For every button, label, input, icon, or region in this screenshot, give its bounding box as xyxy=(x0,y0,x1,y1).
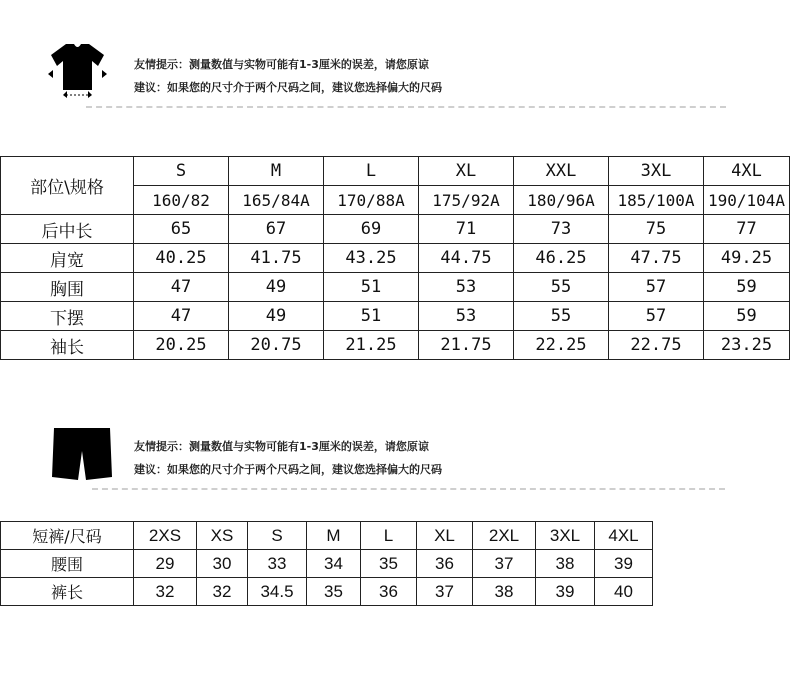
shirt-size-cell: 4XL xyxy=(704,157,790,186)
shirt-value-cell: 44.75 xyxy=(419,244,514,273)
shirt-row-shoulder xyxy=(1,244,790,273)
shirt-corner-label: 部位\规格 xyxy=(1,157,134,215)
tshirt-icon xyxy=(45,40,110,98)
shirt-value-cell: 41.75 xyxy=(229,244,324,273)
shirt-value-cell: 49 xyxy=(229,302,324,331)
shirt-value-cell: 20.25 xyxy=(134,331,229,360)
shirt-row-label: 胸围 xyxy=(1,273,134,302)
shirt-code-cell: 185/100A xyxy=(609,186,704,215)
shirt-value-cell: 49 xyxy=(229,273,324,302)
shorts-value-cell: 35 xyxy=(361,550,417,578)
shorts-value-cell: 39 xyxy=(536,578,595,606)
shorts-value-cell: 37 xyxy=(473,550,536,578)
shirt-size-cell: L xyxy=(324,157,419,186)
shirt-value-cell: 71 xyxy=(419,215,514,244)
shorts-value-cell: 34.5 xyxy=(248,578,307,606)
shirt-value-cell: 55 xyxy=(514,302,609,331)
shorts-value-cell: 39 xyxy=(595,550,653,578)
shirt-value-cell: 51 xyxy=(324,273,419,302)
shorts-size-cell: 2XL xyxy=(473,522,536,550)
shirt-code-cell: 190/104A xyxy=(704,186,790,215)
shirt-value-cell: 43.25 xyxy=(324,244,419,273)
shirt-row-label: 肩宽 xyxy=(1,244,134,273)
shirt-value-cell: 73 xyxy=(514,215,609,244)
shorts-value-cell: 35 xyxy=(307,578,361,606)
shirt-code-cell: 175/92A xyxy=(419,186,514,215)
shirt-value-cell: 22.25 xyxy=(514,331,609,360)
shirt-notice xyxy=(134,53,442,99)
shorts-size-cell: S xyxy=(248,522,307,550)
shirt-value-cell: 57 xyxy=(609,302,704,331)
shirt-size-row xyxy=(1,157,790,186)
shorts-size-cell: 2XS xyxy=(134,522,197,550)
shorts-size-cell: M xyxy=(307,522,361,550)
shorts-row-label: 腰围 xyxy=(1,550,134,578)
shorts-row-label: 裤长 xyxy=(1,578,134,606)
shorts-value-cell: 37 xyxy=(417,578,473,606)
shirt-value-cell: 46.25 xyxy=(514,244,609,273)
shorts-size-table xyxy=(0,521,653,606)
shirt-value-cell: 77 xyxy=(704,215,790,244)
shirt-row-label: 袖长 xyxy=(1,331,134,360)
shorts-size-cell: L xyxy=(361,522,417,550)
shirt-value-cell: 40.25 xyxy=(134,244,229,273)
shorts-value-cell: 33 xyxy=(248,550,307,578)
shorts-size-cell: 3XL xyxy=(536,522,595,550)
shorts-divider xyxy=(92,488,725,490)
shorts-row-waist xyxy=(1,550,653,578)
shorts-size-cell: XS xyxy=(197,522,248,550)
shirt-value-cell: 49.25 xyxy=(704,244,790,273)
shirt-row-label: 后中长 xyxy=(1,215,134,244)
shirt-value-cell: 21.75 xyxy=(419,331,514,360)
shorts-value-cell: 38 xyxy=(473,578,536,606)
shirt-code-cell: 165/84A xyxy=(229,186,324,215)
shirt-row-back-length xyxy=(1,215,790,244)
shirt-value-cell: 59 xyxy=(704,302,790,331)
shirt-value-cell: 21.25 xyxy=(324,331,419,360)
shirt-code-cell: 170/88A xyxy=(324,186,419,215)
shirt-value-cell: 67 xyxy=(229,215,324,244)
shirt-code-cell: 160/82 xyxy=(134,186,229,215)
shirt-value-cell: 59 xyxy=(704,273,790,302)
shorts-notice-line2: 建议：如果您的尺寸介于两个尺码之间，建议您选择偏大的尺码 xyxy=(134,463,442,476)
shirt-size-cell: XL xyxy=(419,157,514,186)
shirt-divider xyxy=(86,106,726,108)
shorts-value-cell: 30 xyxy=(197,550,248,578)
shirt-value-cell: 53 xyxy=(419,302,514,331)
shorts-value-cell: 29 xyxy=(134,550,197,578)
shirt-row-hem xyxy=(1,302,790,331)
shorts-size-cell: XL xyxy=(417,522,473,550)
shirt-value-cell: 20.75 xyxy=(229,331,324,360)
shorts-value-cell: 36 xyxy=(361,578,417,606)
shirt-size-cell: M xyxy=(229,157,324,186)
shorts-value-cell: 40 xyxy=(595,578,653,606)
shirt-size-cell: 3XL xyxy=(609,157,704,186)
shirt-value-cell: 23.25 xyxy=(704,331,790,360)
shirt-value-cell: 51 xyxy=(324,302,419,331)
shirt-size-cell: XXL xyxy=(514,157,609,186)
shirt-row-chest xyxy=(1,273,790,302)
shorts-value-cell: 36 xyxy=(417,550,473,578)
shirt-notice-line2: 建议：如果您的尺寸介于两个尺码之间，建议您选择偏大的尺码 xyxy=(134,81,442,94)
shorts-value-cell: 38 xyxy=(536,550,595,578)
shirt-value-cell: 53 xyxy=(419,273,514,302)
shirt-value-cell: 22.75 xyxy=(609,331,704,360)
shorts-size-row xyxy=(1,522,653,550)
shorts-notice xyxy=(134,435,442,481)
shorts-value-cell: 32 xyxy=(134,578,197,606)
shorts-notice-line1: 友情提示：测量数值与实物可能有1-3厘米的误差，请您原谅 xyxy=(134,440,429,453)
shirt-size-cell: S xyxy=(134,157,229,186)
shirt-value-cell: 47.75 xyxy=(609,244,704,273)
shirt-size-table xyxy=(0,156,790,360)
shorts-size-cell: 4XL xyxy=(595,522,653,550)
shirt-row-label: 下摆 xyxy=(1,302,134,331)
shirt-value-cell: 47 xyxy=(134,302,229,331)
shirt-notice-line1: 友情提示：测量数值与实物可能有1-3厘米的误差，请您原谅 xyxy=(134,58,429,71)
shorts-value-cell: 34 xyxy=(307,550,361,578)
shirt-code-cell: 180/96A xyxy=(514,186,609,215)
shirt-value-cell: 57 xyxy=(609,273,704,302)
shorts-header-label: 短裤/尺码 xyxy=(1,522,134,550)
shirt-value-cell: 75 xyxy=(609,215,704,244)
shorts-icon xyxy=(48,425,116,481)
shorts-row-length xyxy=(1,578,653,606)
shirt-value-cell: 55 xyxy=(514,273,609,302)
shirt-row-sleeve xyxy=(1,331,790,360)
shirt-value-cell: 69 xyxy=(324,215,419,244)
shirt-value-cell: 65 xyxy=(134,215,229,244)
shorts-value-cell: 32 xyxy=(197,578,248,606)
shirt-value-cell: 47 xyxy=(134,273,229,302)
